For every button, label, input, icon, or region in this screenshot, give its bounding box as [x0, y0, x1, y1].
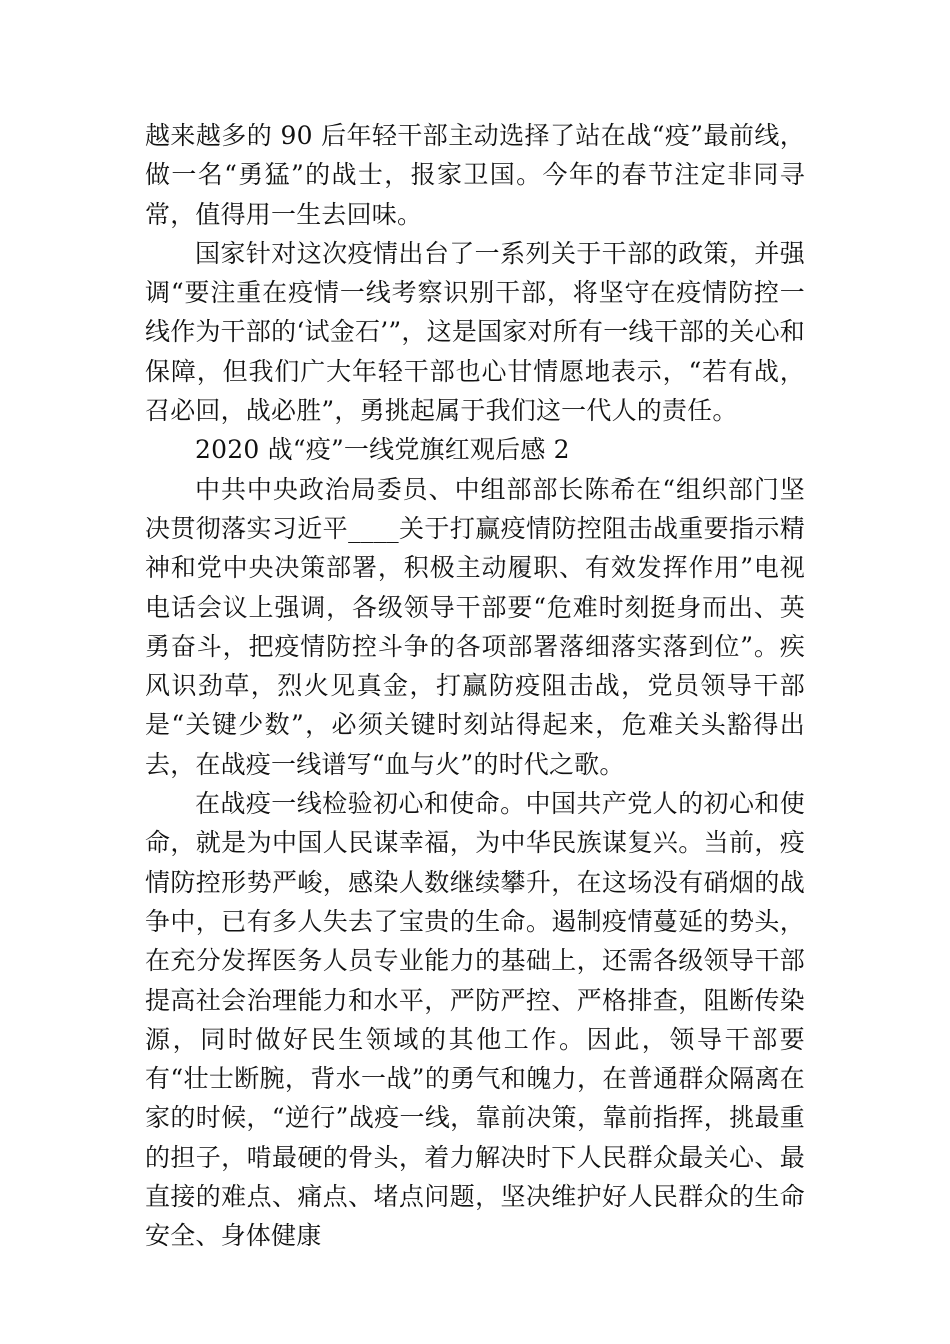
paragraph-policy: 国家针对这次疫情出台了一系列关于干部的政策，并强调“要注重在疫情一线考察识别干部，将坚守在疫情防控一线作为干部的‘试金石’”，这是国家对所有一线干部的关心和保障，但我们广大年轻干部也心甘情愿地表示，“若有战，召必回，战必胜”，勇挑起属于我们这一代人的责任。: [145, 238, 805, 426]
paragraph-mission: 在战疫一线检验初心和使命。中国共产党人的初心和使命，就是为中国人民谋幸福，为中华民族谋复兴。当前，疫情防控形势严峻，感染人数继续攀升，在这场没有硝烟的战争中，已有多人失去了宝贵的生命。遏制疫情蔓延的势头，在充分发挥医务人员专业能力的基础上，还需各级领导干部提高社会治理能力和水平，严防严控、严格排查，阻断传染源，同时做好民生领域的其他工作。因此，领导干部要有“壮士断腕，背水一战”的勇气和魄力，在普通群众隔离在家的时候，“逆行”战疫一线，靠前决策，靠前指挥，挑最重的担子，啃最硬的骨头，着力解决时下人民群众最关心、最直接的难点、痛点、堵点问题，坚决维护好人民群众的生命安全、身体健康: [145, 789, 805, 1251]
document-body: [145, 116, 805, 1256]
paragraph-chenxi: 中共中央政治局委员、中组部部长陈希在“组织部门坚决贯彻落实习近平____关于打赢疫情防控阻击战重要指示精神和党中央决策部署，积极主动履职、有效发挥作用”电视电话会议上强调，各级领导干部要“危难时刻挺身而出、英勇奋斗，把疫情防控斗争的各项部署落细落实落到位”。疾风识劲草，烈火见真金，打赢防疫阻击战，党员领导干部是“关键少数”，必须关键时刻站得起来，危难关头豁得出去，在战疫一线谱写“血与火”的时代之歌。: [145, 474, 805, 779]
paragraph-continuation: 越来越多的 90 后年轻干部主动选择了站在战“疫”最前线，做一名“勇猛”的战士，报家卫国。今年的春节注定非同寻常，值得用一生去回味。: [145, 121, 805, 229]
section-heading: 2020 战“疫”一线党旗红观后感 2: [195, 435, 570, 465]
